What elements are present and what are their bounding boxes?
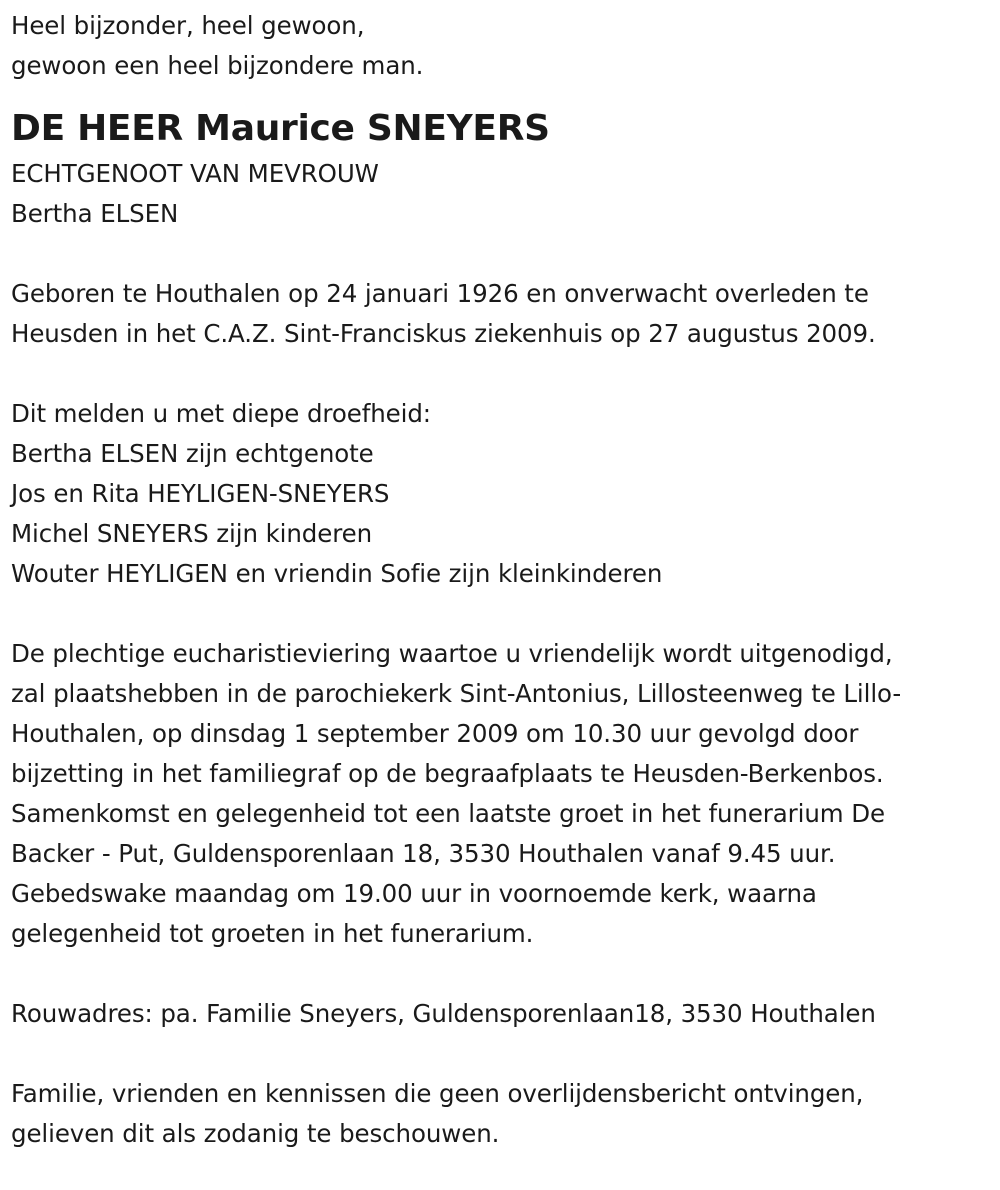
- ceremony-line: Houthalen, op dinsdag 1 september 2009 om 10.30 uur gevolgd door: [11, 719, 859, 748]
- paragraph-line: Geboren te Houthalen op 24 januari 1926 en onverwacht overleden te: [11, 279, 869, 308]
- family-paragraph: [11, 394, 1000, 594]
- spacer: [11, 234, 1000, 274]
- ceremony-line: Backer - Put, Guldensporenlaan 18, 3530 Houthalen vanaf 9.45 uur.: [11, 839, 836, 868]
- paragraph-line: Heusden in het C.A.Z. Sint-Franciskus ziekenhuis op 27 augustus 2009.: [11, 319, 876, 348]
- relation-label: ECHTGENOOT VAN MEVROUW: [11, 159, 379, 188]
- family-line: Michel SNEYERS zijn kinderen: [11, 519, 373, 548]
- mourning-address: Rouwadres: pa. Familie Sneyers, Guldensporenlaan18, 3530 Houthalen: [11, 999, 876, 1028]
- spacer: [11, 354, 1000, 394]
- ceremony-line: gelegenheid tot groeten in het funerarium.: [11, 919, 534, 948]
- closing-line: gelieven dit als zodanig te beschouwen.: [11, 1119, 500, 1148]
- family-line: Wouter HEYLIGEN en vriendin Sofie zijn kleinkinderen: [11, 559, 663, 588]
- family-line: Bertha ELSEN zijn echtgenote: [11, 439, 374, 468]
- spacer: [11, 1034, 1000, 1074]
- ceremony-line: De plechtige eucharistieviering waartoe u vriendelijk wordt uitgenodigd,: [11, 639, 893, 668]
- family-line: Jos en Rita HEYLIGEN-SNEYERS: [11, 479, 390, 508]
- closing-paragraph: [11, 1074, 1000, 1154]
- spouse-name: Bertha ELSEN: [11, 199, 179, 228]
- family-line: Dit melden u met diepe droefheid:: [11, 399, 431, 428]
- ceremony-line: zal plaatshebben in de parochiekerk Sint-Antonius, Lillosteenweg te Lillo-: [11, 679, 902, 708]
- ceremony-line: Samenkomst en gelegenheid tot een laatste groet in het funerarium De: [11, 799, 885, 828]
- ceremony-line: bijzetting in het familiegraf op de begraafplaats te Heusden-Berkenbos.: [11, 759, 884, 788]
- spacer: [11, 954, 1000, 994]
- birth-death-paragraph: [11, 274, 1000, 354]
- deceased-name: DE HEER Maurice SNEYERS: [11, 108, 550, 149]
- ceremony-paragraph: [11, 634, 1000, 954]
- motto-line: gewoon een heel bijzondere man.: [11, 51, 424, 80]
- motto-line: Heel bijzonder, heel gewoon,: [11, 11, 365, 40]
- ceremony-line: Gebedswake maandag om 19.00 uur in voornoemde kerk, waarna: [11, 879, 817, 908]
- closing-line: Familie, vrienden en kennissen die geen overlijdensbericht ontvingen,: [11, 1079, 864, 1108]
- spacer: [11, 594, 1000, 634]
- motto: [11, 6, 1000, 86]
